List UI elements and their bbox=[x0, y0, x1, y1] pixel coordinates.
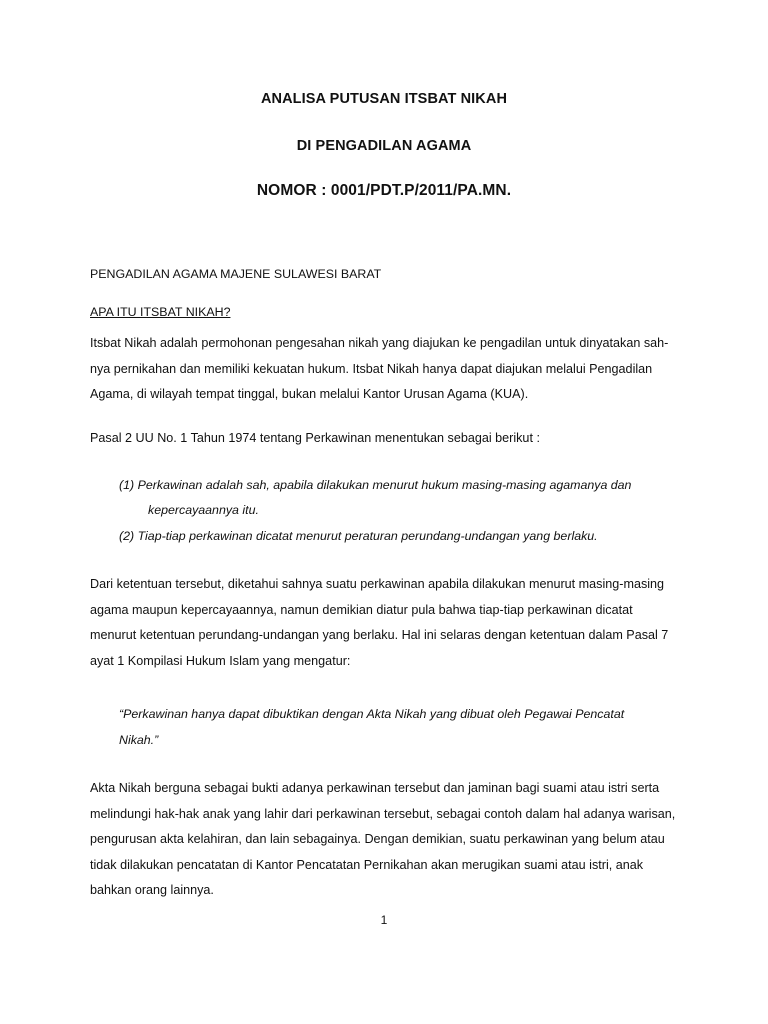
paragraph-explanation bbox=[90, 572, 690, 674]
case-number: NOMOR : 0001/PDT.P/2011/PA.MN. bbox=[256, 182, 512, 199]
court-name: PENGADILAN AGAMA MAJENE SULAWESI BARAT bbox=[90, 267, 382, 281]
block-quote bbox=[119, 702, 679, 753]
text-line: pengurusan akta kelahiran, dan lain sebagainya. Dengan demikian, suatu perkawinan yang belum atau bbox=[90, 832, 665, 846]
text-line: nya pernikahan dan memiliki kekuatan hukum. Itsbat Nikah hanya dapat diajukan melalui Pengadilan bbox=[90, 361, 653, 376]
section-heading: APA ITU ITSBAT NIKAH? bbox=[90, 305, 231, 319]
list-item-continuation: kepercayaannya itu. bbox=[148, 503, 259, 517]
text-line: melindungi hak-hak anak yang lahir dari perkawinan tersebut, sebagai contoh dalam hal adanya warisan, bbox=[90, 806, 676, 821]
text-line: tidak dilakukan pencatatan di Kantor Pencatatan Pernikahan akan merugikan suami atau istri, anak bbox=[90, 857, 644, 872]
paragraph-akta-nikah bbox=[90, 776, 690, 904]
text-line: bahkan orang lainnya. bbox=[90, 883, 214, 897]
document-subtitle: DI PENGADILAN AGAMA bbox=[296, 138, 472, 154]
list-item: (1) Perkawinan adalah sah, apabila dilakukan menurut hukum masing-masing agamanya dan bbox=[119, 478, 632, 492]
paragraph-law-reference: Pasal 2 UU No. 1 Tahun 1974 tentang Perkawinan menentukan sebagai berikut : bbox=[90, 431, 540, 445]
text-line: Itsbat Nikah adalah permohonan pengesahan nikah yang diajukan ke pengadilan untuk dinyatakan sah- bbox=[90, 336, 669, 350]
text-line: Akta Nikah berguna sebagai bukti adanya perkawinan tersebut dan jaminan bagi suami atau istri serta bbox=[90, 781, 660, 795]
text-line: ayat 1 Kompilasi Hukum Islam yang mengatur: bbox=[90, 653, 351, 668]
text-line: Dari ketentuan tersebut, diketahui sahnya suatu perkawinan apabila dilakukan menurut masing-masing bbox=[90, 577, 665, 591]
text-line: agama maupun kepercayaannya, namun demikian diatur pula bahwa tiap-tiap perkawinan dicatat bbox=[90, 602, 633, 617]
text-line: menurut ketentuan perundang-undangan yang berlaku. Hal ini selaras dengan ketentuan dalam Pasal 7 bbox=[90, 628, 669, 642]
quote-line: Nikah.” bbox=[119, 732, 159, 747]
text-line: Agama, di wilayah tempat tinggal, bukan melalui Kantor Urusan Agama (KUA). bbox=[90, 387, 529, 401]
quote-line: “Perkawinan hanya dapat dibuktikan dengan Akta Nikah yang dibuat oleh Pegawai Pencatat bbox=[119, 707, 625, 721]
paragraph-definition bbox=[90, 331, 690, 408]
list-item: (2) Tiap-tiap perkawinan dicatat menurut peraturan perundang-undangan yang berlaku. bbox=[119, 529, 598, 543]
document-title: ANALISA PUTUSAN ITSBAT NIKAH bbox=[260, 91, 508, 107]
page-number: 1 bbox=[380, 913, 388, 927]
